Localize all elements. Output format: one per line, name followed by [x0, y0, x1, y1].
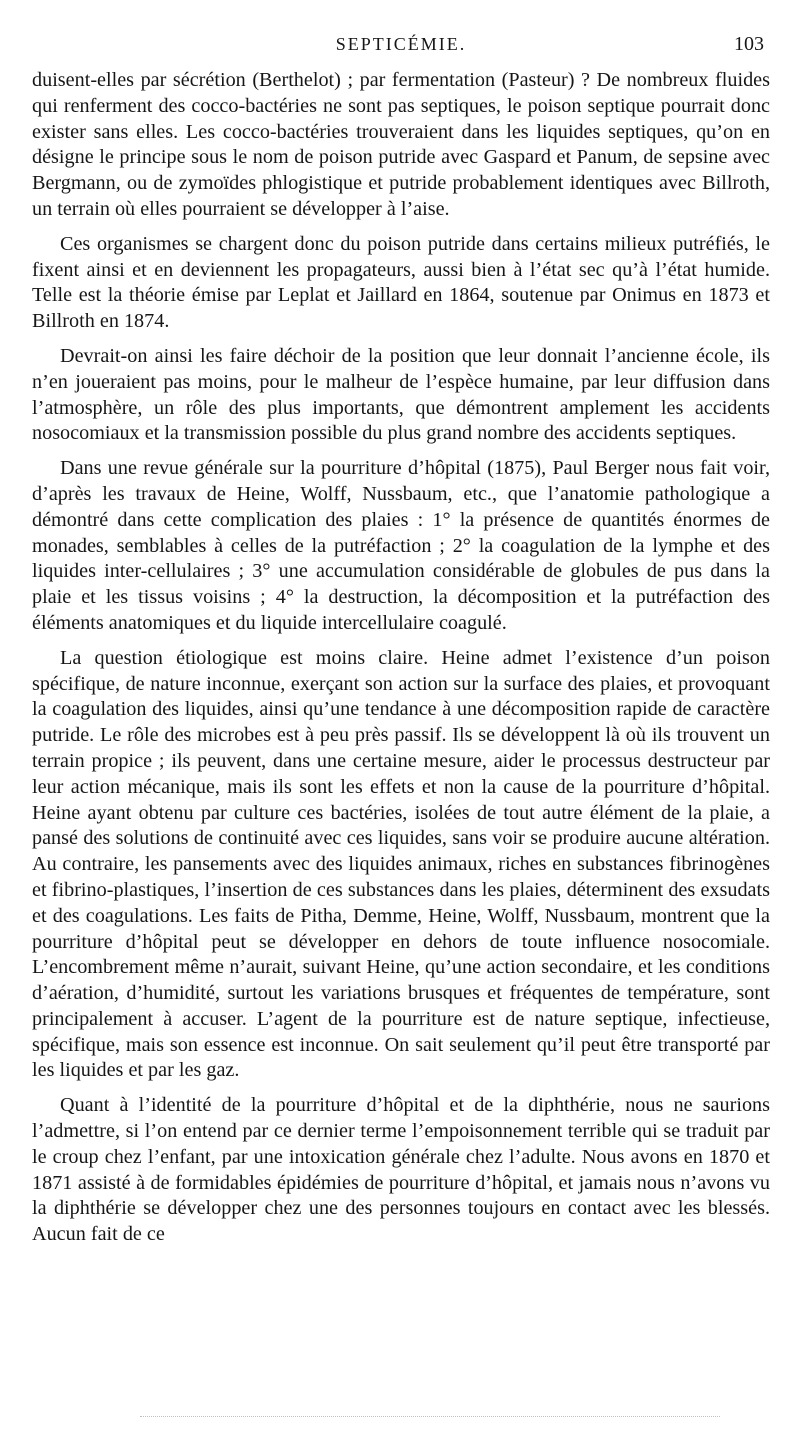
- page-header: [32, 30, 770, 58]
- paragraph-organisms-theory: Ces organismes se chargent donc du poison putride dans certains milieux putréfiés, le fixent ainsi et en deviennent les propagateurs, aussi bien à l’état sec qu’à l’état humide. Telle est la théorie émise par Leplat et Jaillard en 1864, soutenue par Onimus en 1873 et Billroth en 1874.: [32, 232, 770, 333]
- paragraph-continuation: duisent-elles par sécrétion (Berthelot) ; par fermentation (Pasteur) ? De nombreux fluides qui renferment des cocco-bactéries ne sont pas septiques, le poison septique pourrait donc exister sans elles. Les cocco-bactéries trouveraient dans les liquides septiques, qu’on en désigne le principe sous le nom de poison putride avec Gaspard et Panum, de sepsine avec Bergmann, ou de zymoïdes phlogistique et putride probablement identiques avec Billroth, un terrain où elles pourraient se développer à l’aise.: [32, 69, 770, 220]
- paragraph-diphtheria: Quant à l’identité de la pourriture d’hôpital et de la diphthérie, nous ne saurions l’admettre, si l’on entend par ce dernier terme l’empoisonnement terrible qui se traduit par le croup chez l’enfant, par une intoxication générale chez l’adulte. Nous avons en 1870 et 1871 assisté à de formidables épidémies de pourriture d’hôpital, et jamais nous n’avons vu la diphthérie se développer chez une des personnes toujours en contact avec les blessés. Aucun fait de ce: [32, 1094, 770, 1246]
- page-number: 103: [734, 33, 764, 55]
- paragraph-atmospheric-role: Devrait-on ainsi les faire déchoir de la position que leur donnait l’ancienne école, ils n’en joueraient pas moins, pour le malheur de l’espèce humaine, par leur diffusion dans l’atmosphère, un rôle des plus importants, que démontrent amplement les accidents nosocomiaux et la transmission possible du plus grand nombre des accidents septiques.: [32, 344, 770, 445]
- bottom-scan-mark: [140, 1416, 720, 1417]
- body-text: [32, 68, 770, 1257]
- paragraph-berger-review: Dans une revue générale sur la pourriture d’hôpital (1875), Paul Berger nous fait voir, d’après les travaux de Heine, Wolff, Nussbaum, etc., que l’anatomie pathologique a démontré dans cette complication des plaies : 1° la présence de quantités énormes de monades, semblables à celles de la putréfaction ; 2° la coagulation de la lymphe et des liquides inter-cellulaires ; 3° une accumulation considérable de globules de pus dans la plaie et les tissus voisins ; 4° la destruction, la décomposition et la putréfaction des éléments anatomiques et du liquide intercellulaire coagulé.: [32, 457, 770, 634]
- running-title: SEPTICÉMIE.: [335, 34, 467, 54]
- paragraph-etiology: La question étiologique est moins claire. Heine admet l’existence d’un poison spécifique, de nature inconnue, exerçant son action sur la surface des plaies, et provoquant la coagulation des liquides, ainsi qu’une tendance à une décomposition rapide de caractère putride. Le rôle des microbes est à peu près passif. Ils se développent là où ils trouvent un terrain propice ; ils peuvent, dans une certaine mesure, aider le processus destructeur par leur action mécanique, mais ils sont les effets et non la cause de la pourriture d’hôpital. Heine ayant obtenu par culture ces bactéries, isolées de tout autre élément de la plaie, a pansé des solutions de continuité avec ces liquides, sans voir se produire aucune altération. Au contraire, les pansements avec des liquides animaux, riches en substances fibrinogènes et fibrino-plastiques, l’insertion de ces substances dans les plaies, déterminent des exsudats et des coagulations. Les faits de Pitha, Demme, Heine, Wolff, Nussbaum, montrent que la pourriture d’hôpital peut se développer en dehors de toute influence nosocomiale. L’encombrement même n’aurait, suivant Heine, qu’une action secondaire, et les conditions d’aération, d’humidité, surtout les variations brusques et fréquentes de température, sont principalement à accuser. L’agent de la pourriture est de nature septique, infectieuse, spécifique, mais son essence est inconnue. On sait seulement qu’il peut être transporté par les liquides et par les gaz.: [32, 646, 770, 1082]
